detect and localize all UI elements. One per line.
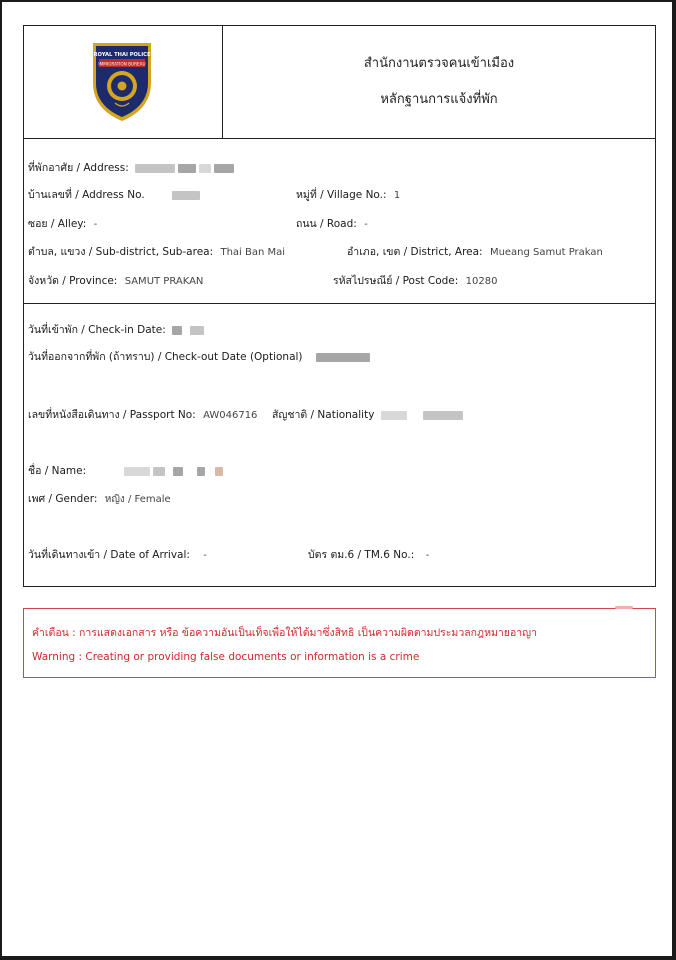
checkin-label: วันที่เข้าพัก / Check-in Date: xyxy=(28,324,166,336)
arrival-row xyxy=(28,546,207,563)
redacted-address xyxy=(214,164,234,173)
checkin-row xyxy=(28,321,204,338)
office-title: สำนักงานตรวจคนเข้าเมือง xyxy=(363,56,515,71)
header-divider xyxy=(222,26,223,138)
passport-row xyxy=(28,406,257,423)
postcode-row xyxy=(333,272,497,289)
address-section xyxy=(23,139,656,304)
village-row xyxy=(296,186,400,203)
header-section xyxy=(23,25,656,139)
passport-label: เลขที่หนังสือเดินทาง / Passport No: xyxy=(28,409,196,421)
redacted-checkout-date xyxy=(316,353,370,362)
province-row xyxy=(28,272,203,289)
warning-english-text: Warning : Creating or providing false documents or information is a crime xyxy=(32,651,420,663)
stay-details-section xyxy=(23,304,656,587)
redacted-address xyxy=(135,164,175,173)
gender-row xyxy=(28,490,171,507)
road-label: ถนน / Road: xyxy=(296,218,357,230)
subdistrict-value: Thai Ban Mai xyxy=(220,247,286,258)
address-row xyxy=(28,159,234,176)
checkout-row xyxy=(28,348,370,365)
redacted-name xyxy=(173,467,183,476)
postcode-value: 10280 xyxy=(465,276,498,287)
address-label: ที่พักอาศัย / Address: xyxy=(28,162,129,174)
redacted-name xyxy=(153,467,165,476)
redacted-nationality xyxy=(423,411,463,420)
road-row xyxy=(296,215,368,232)
tm6-label: บัตร ตม.6 / TM.6 No.: xyxy=(308,549,415,561)
redacted-address-no xyxy=(172,191,200,200)
nationality-label: สัญชาติ / Nationality xyxy=(272,409,375,421)
village-label: หมู่ที่ / Village No.: xyxy=(296,189,387,201)
name-label: ชื่อ / Name: xyxy=(28,465,87,477)
redacted-checkin-date xyxy=(172,326,182,335)
district-value: Mueang Samut Prakan xyxy=(489,247,603,258)
village-value: 1 xyxy=(393,190,401,201)
province-value: SAMUT PRAKAN xyxy=(124,276,204,287)
redacted-address xyxy=(199,164,211,173)
alley-value: - xyxy=(93,219,98,230)
document-title: หลักฐานการแจ้งที่พัก xyxy=(380,92,498,107)
arrival-label: วันที่เดินทางเข้า / Date of Arrival: xyxy=(28,549,190,561)
warning-box xyxy=(23,608,656,678)
alley-row xyxy=(28,215,97,232)
district-row xyxy=(347,243,603,260)
tm6-row xyxy=(308,546,429,563)
checkout-label: วันที่ออกจากที่พัก (ถ้าทราบ) / Check-out Date (Optional) xyxy=(28,351,303,363)
svg-text:IMMIGRATION BUREAU: IMMIGRATION BUREAU xyxy=(98,61,146,67)
redacted-checkin-date xyxy=(190,326,204,335)
document-page xyxy=(2,2,672,956)
redacted-nationality xyxy=(381,411,407,420)
immigration-badge-logo xyxy=(89,39,155,129)
address-no-row xyxy=(28,186,200,203)
redacted-name xyxy=(215,467,223,476)
redacted-name xyxy=(124,467,150,476)
arrival-value: - xyxy=(203,550,207,561)
redacted-name xyxy=(197,467,205,476)
district-label: อำเภอ, เขต / District, Area: xyxy=(347,246,483,258)
alley-label: ซอย / Alley: xyxy=(28,218,87,230)
name-row xyxy=(28,462,223,479)
postcode-label: รหัสไปรษณีย์ / Post Code: xyxy=(333,275,459,287)
subdistrict-row xyxy=(28,243,285,260)
road-value: - xyxy=(364,219,368,230)
address-no-label: บ้านเลขที่ / Address No. xyxy=(28,189,145,201)
tm6-value: - xyxy=(425,550,430,561)
gender-value: หญิง / Female xyxy=(104,494,171,505)
nationality-row xyxy=(272,406,463,423)
subdistrict-label: ตำบล, แขวง / Sub-district, Sub-area: xyxy=(28,246,214,258)
warning-thai-text: คำเตือน : การแสดงเอกสาร หรือ ข้อความอันเป็นเท็จเพื่อให้ได้มาซึ่งสิทธิ เป็นความผิดตามประมวลกฎหมายอาญา xyxy=(32,627,538,639)
redacted-address xyxy=(178,164,196,173)
passport-value: AW046716 xyxy=(203,410,258,421)
gender-label: เพศ / Gender: xyxy=(28,493,98,505)
svg-text:ROYAL THAI POLICE: ROYAL THAI POLICE xyxy=(93,52,151,58)
province-label: จังหวัด / Province: xyxy=(28,275,118,287)
warning-mark xyxy=(615,606,633,609)
